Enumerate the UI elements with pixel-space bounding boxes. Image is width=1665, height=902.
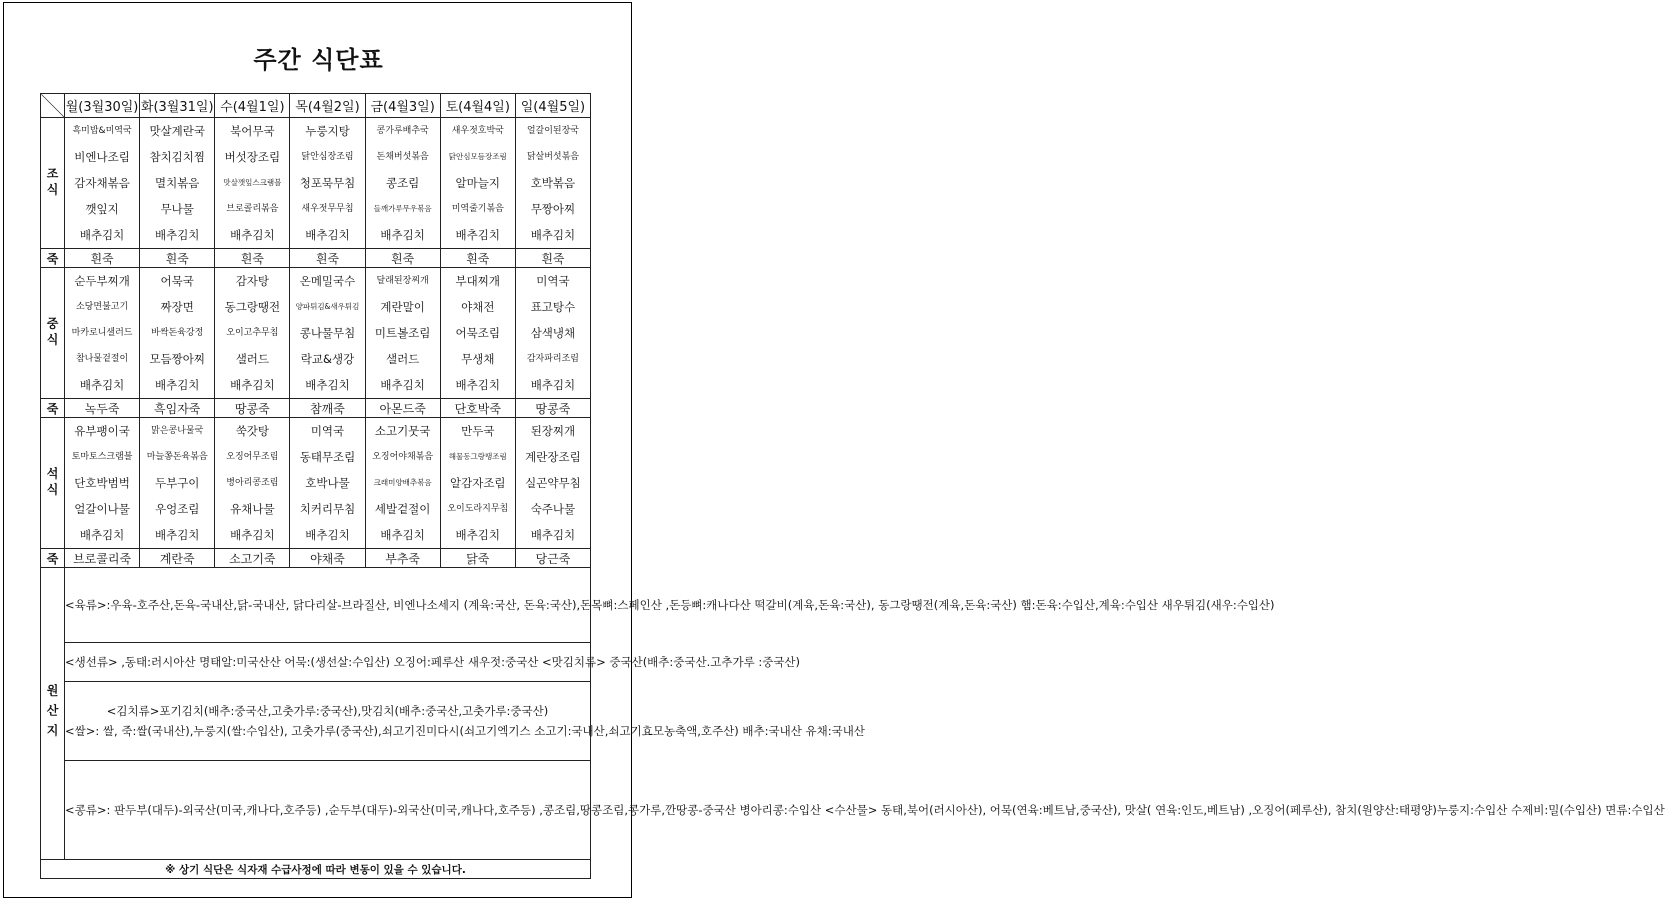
juk-label: 죽 <box>41 249 65 268</box>
dish-item: 실곤약무침 <box>525 476 581 490</box>
dish-item: 깻잎지 <box>85 202 119 216</box>
dish-item: 참치김치찜 <box>149 150 205 164</box>
breakfast-day-cell <box>65 118 140 249</box>
breakfast-day-cell <box>440 118 515 249</box>
juk-item: 단호박죽 <box>440 399 515 418</box>
dish-item: 동그랑땡전 <box>224 300 281 314</box>
dish-item: 배추김치 <box>305 228 350 242</box>
dish-item: 알마늘지 <box>455 176 500 190</box>
breakfast-day-cell <box>515 118 590 249</box>
dish-item: 야채전 <box>461 300 495 314</box>
dish-item: 콩가루배추국 <box>376 126 429 136</box>
dish-item: 배추김치 <box>530 378 576 392</box>
dish-item: 해물동그랑땡조림 <box>448 452 507 461</box>
dish-item: 무생채 <box>461 352 495 366</box>
breakfast-label: 조식 <box>41 118 65 249</box>
dish-item: 비엔나조림 <box>74 150 130 164</box>
dish-item: 짜장면 <box>160 300 194 314</box>
juk-label: 죽 <box>41 549 65 568</box>
lunch-row <box>41 268 591 399</box>
dish-item: 배추김치 <box>455 378 500 392</box>
dish-item: 멸치볶음 <box>154 176 200 190</box>
dinner-juk-row <box>41 549 591 568</box>
breakfast-day-cell <box>215 118 290 249</box>
dish-item: 배추김치 <box>380 228 425 242</box>
juk-item: 흰죽 <box>215 249 290 268</box>
dish-item: 삼색냉채 <box>530 326 576 340</box>
dish-item: 배추김치 <box>79 228 125 242</box>
dish-item: 유부팽이국 <box>74 424 130 438</box>
dish-item: 마늘쫑돈육볶음 <box>146 452 208 462</box>
dish-item: 누룽지탕 <box>305 124 350 138</box>
lunch-day-cell <box>515 268 590 399</box>
day-header: 목(4월2일) <box>290 94 365 118</box>
origin-label: 원산지 <box>41 568 65 860</box>
dinner-day-cell <box>290 418 365 549</box>
dish-item: 달래된장찌개 <box>376 276 429 286</box>
dish-item: 온메밀국수 <box>299 274 356 288</box>
dish-item: 토마토스크램블 <box>71 452 133 462</box>
dish-item: 세발겉절이 <box>374 502 431 516</box>
origin-meat: <육류>:우육-호주산,돈육-국내산,닭-국내산, 닭다리살-브라질산, 비엔나소세지 (계육:국산, 돈육:국산),돈목뼈:스페인산 ,돈등뼈:캐나다산 떡갈비(계육,돈육:국산), 동그랑땡전(계육,돈육:국산) 햄:돈육:수입산,계육:수입산 새우튀김(새우:수입산) <box>65 568 591 643</box>
dish-item: 오징어무조림 <box>226 452 279 462</box>
juk-item: 땅콩죽 <box>215 399 290 418</box>
dinner-day-cell <box>365 418 440 549</box>
dish-item: 참나물겉절이 <box>75 354 129 364</box>
dish-item: 얼갈이된장국 <box>526 126 579 136</box>
dish-item: 유채나물 <box>230 502 275 516</box>
dish-item: 배추김치 <box>154 228 200 242</box>
dish-item: 들깨가루무우볶음 <box>373 204 432 213</box>
dish-item: 배추김치 <box>530 528 576 542</box>
dish-item: 감자채볶음 <box>74 176 130 190</box>
juk-item: 부추죽 <box>365 549 440 568</box>
dish-item: 순두부찌개 <box>74 274 130 288</box>
dish-item: 크래미양배추볶음 <box>373 478 432 487</box>
dinner-day-cell <box>515 418 590 549</box>
dish-item: 치커리무침 <box>299 502 356 516</box>
dish-item: 호박나물 <box>305 476 350 490</box>
dish-item: 배추김치 <box>230 228 275 242</box>
juk-item: 흑임자죽 <box>140 399 215 418</box>
dish-item: 콩나물무침 <box>299 326 356 340</box>
dish-item: 양파튀김&새우튀김 <box>295 302 360 311</box>
origin-kimchi: <김치류>포기김치(배추:중국산,고춧가루:중국산),맛김치(배추:중국산,고춧가루:중국산) <box>106 704 549 718</box>
juk-item: 소고기죽 <box>215 549 290 568</box>
origin-row-3 <box>41 682 591 761</box>
lunch-day-cell <box>365 268 440 399</box>
dish-item: 호박볶음 <box>530 176 576 190</box>
dish-item: 닭살버섯볶음 <box>526 152 579 162</box>
juk-item: 녹두죽 <box>65 399 140 418</box>
juk-item: 닭죽 <box>440 549 515 568</box>
page-title: 주간 식단표 <box>253 46 384 74</box>
dish-item: 브로콜리볶음 <box>226 204 279 214</box>
dish-item: 새우젓호박국 <box>451 126 504 136</box>
dish-item: 배추김치 <box>530 228 576 242</box>
juk-item: 흰죽 <box>515 249 590 268</box>
dish-item: 우엉조림 <box>154 502 200 516</box>
note-row <box>41 860 591 879</box>
dish-item: 미역국 <box>536 274 570 288</box>
origin-row-1 <box>41 568 591 643</box>
dish-item: 배추김치 <box>455 228 500 242</box>
dish-item: 모듬짱아찌 <box>149 352 205 366</box>
dinner-row <box>41 418 591 549</box>
dinner-day-cell <box>440 418 515 549</box>
dinner-day-cell <box>215 418 290 549</box>
day-header: 금(4월3일) <box>365 94 440 118</box>
dish-item: 배추김치 <box>79 378 125 392</box>
juk-label: 죽 <box>41 399 65 418</box>
lunch-day-cell <box>290 268 365 399</box>
dish-item: 무나물 <box>160 202 194 216</box>
dish-item: 만두국 <box>461 424 495 438</box>
dish-item: 닭안심장조림 <box>301 152 354 162</box>
dinner-label: 석식 <box>41 418 65 549</box>
dish-item: 배추김치 <box>305 528 350 542</box>
dish-item: 감자탕 <box>235 274 270 288</box>
dinner-day-cell <box>65 418 140 549</box>
dish-item: 오징어야채볶음 <box>372 452 434 462</box>
dish-item: 맑은콩나물국 <box>151 426 204 436</box>
breakfast-row <box>41 118 591 249</box>
dish-item: 새우젓무무침 <box>301 204 354 214</box>
lunch-day-cell <box>65 268 140 399</box>
dish-item: 맛살깻잎스크램블 <box>223 178 282 187</box>
dish-item: 버섯장조림 <box>224 150 281 164</box>
dish-item: 락교&생강 <box>300 352 355 366</box>
juk-item: 땅콩죽 <box>515 399 590 418</box>
origin-fish: <생선류> ,동태:러시아산 명태알:미국산산 어묵:(생선살:수입산) 오징어:페루산 새우젓:중국산 <맛김치류> 중국산(배추:중국산.고추가루 :중국산) <box>65 643 591 682</box>
dish-item: 어묵국 <box>160 274 194 288</box>
dish-item: 무짱아찌 <box>530 202 576 216</box>
dish-item: 미역줄기볶음 <box>451 204 504 214</box>
breakfast-day-cell <box>290 118 365 249</box>
dish-item: 어묵조림 <box>455 326 500 340</box>
dish-item: 흑미밥&미역국 <box>72 126 132 136</box>
dish-item: 두부구이 <box>154 476 200 490</box>
dish-item: 샐러드 <box>235 352 270 366</box>
dish-item: 배추김치 <box>305 378 350 392</box>
lunch-day-cell <box>215 268 290 399</box>
dish-item: 미역국 <box>310 424 345 438</box>
juk-item: 야채죽 <box>290 549 365 568</box>
origin-rice: <쌀>: 쌀, 죽:쌀(국내산),누룽지(쌀:수입산), 고춧가루(중국산),쇠고기진미다시(쇠고기엑기스 소고기:국내산,쇠고기효모농축액,호주산) 배추:국내산 유채:국내산 <box>65 724 865 738</box>
dish-item: 마카로니샐러드 <box>71 328 133 338</box>
origin-beans: <콩류>: 판두부(대두)-외국산(미국,캐나다,호주등) ,순두부(대두)-외국산(미국,캐나다,호주등) ,콩조림,땅콩조림,콩가루,깐땅콩-중국산 병아리콩:수입산 <수산물> 동태,북어(러시아산), 어묵(연육:베트남,중국산), 맛살( 연육:인도,베트남) ,오징어(페루산), 참치(원양산:태평양)누룽지:수입산 수제비:밀(수입산) 면류:수입산 <box>65 761 591 860</box>
breakfast-day-cell <box>140 118 215 249</box>
lunch-day-cell <box>140 268 215 399</box>
dish-item: 닭안심모듬장조림 <box>448 152 507 161</box>
dish-item: 콩조림 <box>385 176 420 190</box>
dish-item: 쑥갓탕 <box>235 424 270 438</box>
dish-item: 북어무국 <box>230 124 275 138</box>
origin-row-2 <box>41 643 591 682</box>
dish-item: 돈채버섯볶음 <box>376 152 429 162</box>
juk-item: 브로콜리죽 <box>65 549 140 568</box>
dish-item: 얼갈이나물 <box>74 502 130 516</box>
juk-item: 참깨죽 <box>290 399 365 418</box>
dish-item: 소고기뭇국 <box>374 424 431 438</box>
day-header: 토(4월4일) <box>440 94 515 118</box>
juk-item: 흰죽 <box>365 249 440 268</box>
dish-item: 배추김치 <box>380 378 425 392</box>
dish-item: 병아리콩조림 <box>226 478 279 488</box>
origin-kimchi-rice <box>65 682 865 761</box>
dish-item: 배추김치 <box>455 528 500 542</box>
day-header: 일(4월5일) <box>515 94 590 118</box>
dish-item: 맛살계란국 <box>149 124 205 138</box>
juk-item: 흰죽 <box>140 249 215 268</box>
dish-item: 단호박범벅 <box>74 476 130 490</box>
notice-text: ※ 상기 식단은 식자재 수급사정에 따라 변동이 있을 수 있습니다. <box>41 860 591 879</box>
dish-item: 바싹돈육강정 <box>151 328 204 338</box>
dish-item: 소당면불고기 <box>75 302 129 312</box>
dish-item: 표고탕수 <box>530 300 576 314</box>
juk-item: 흰죽 <box>290 249 365 268</box>
dish-item: 배추김치 <box>154 528 200 542</box>
dish-item: 숙주나물 <box>530 502 576 516</box>
dish-item: 배추김치 <box>230 378 275 392</box>
day-header: 화(3월31일) <box>140 94 215 118</box>
weekly-menu-table <box>40 93 1665 879</box>
dish-item: 청포묵무침 <box>299 176 356 190</box>
dish-item: 알감자조림 <box>450 476 506 490</box>
dinner-day-cell <box>140 418 215 549</box>
breakfast-day-cell <box>365 118 440 249</box>
dish-item: 배추김치 <box>154 378 200 392</box>
dish-item: 오이도라지무침 <box>447 504 509 514</box>
dish-item: 샐러드 <box>385 352 420 366</box>
juk-item: 아몬드죽 <box>365 399 440 418</box>
dish-item: 부대찌개 <box>455 274 500 288</box>
day-header: 월(3월30일) <box>65 94 140 118</box>
lunch-day-cell <box>440 268 515 399</box>
dish-item: 배추김치 <box>79 528 125 542</box>
day-header-row <box>41 94 591 118</box>
lunch-juk-row <box>41 399 591 418</box>
dish-item: 동태무조림 <box>299 450 356 464</box>
breakfast-juk-row <box>41 249 591 268</box>
juk-item: 흰죽 <box>440 249 515 268</box>
dish-item: 오이고추무침 <box>226 328 279 338</box>
corner-cell <box>41 94 65 118</box>
dish-item: 계란말이 <box>380 300 425 314</box>
juk-item: 흰죽 <box>65 249 140 268</box>
lunch-label: 중식 <box>41 268 65 399</box>
dish-item: 된장찌개 <box>530 424 576 438</box>
dish-item: 계란장조림 <box>525 450 581 464</box>
origin-row-4 <box>41 761 591 860</box>
dish-item: 배추김치 <box>230 528 275 542</box>
day-header: 수(4월1일) <box>215 94 290 118</box>
juk-item: 당근죽 <box>515 549 590 568</box>
dish-item: 감자파리조림 <box>526 354 579 364</box>
dish-item: 미트볼조림 <box>374 326 431 340</box>
dish-item: 배추김치 <box>380 528 425 542</box>
juk-item: 계란죽 <box>140 549 215 568</box>
